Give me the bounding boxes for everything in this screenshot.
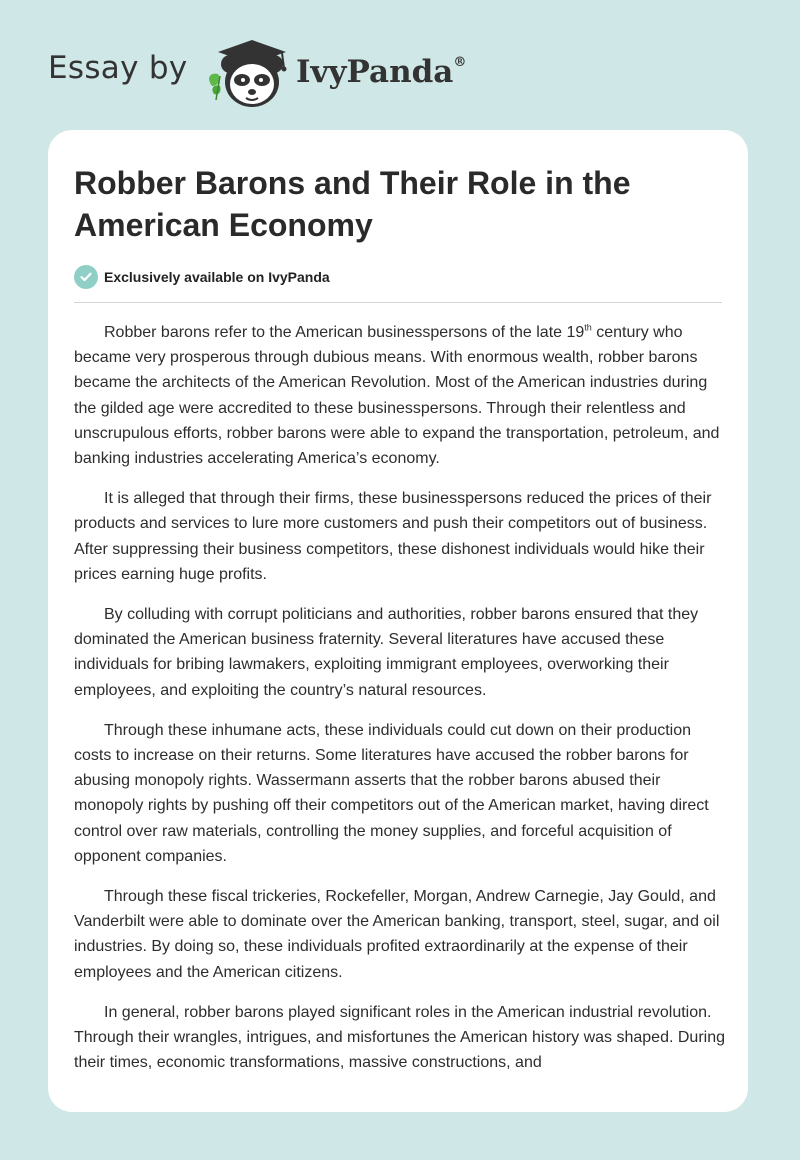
site-header — [48, 34, 568, 114]
essay-by-label: Essay by — [48, 50, 188, 86]
essay-title: Robber Barons and Their Role in the American Economy — [74, 165, 631, 243]
brand-name[interactable]: IvyPanda® — [296, 54, 467, 90]
paragraph-4: Through these inhumane acts, these individuals could cut down on their production costs to increase on their returns. Some literatures have accused the robber barons for abusing monopoly rights. Wassermann asserts that the robber barons abused their monopoly rights by pushing off their competitors out of the American market, having direct control over raw materials, controlling the money supplies, and forceful acquisition of opponent companies. — [74, 721, 709, 865]
paragraph-6: In general, robber barons played significant roles in the American industrial revolution. Through their wrangles, intrigues, and misfortunes the American history was shaped. During their times, economic transformations, massive constructions, and — [74, 1003, 725, 1072]
paragraph-5: Through these fiscal trickeries, Rockefeller, Morgan, Andrew Carnegie, Jay Gould, and Vanderbilt were able to dominate over the American banking, transport, steel, sugar, and oil industries. By doing so, these individuals profited extraordinarily at the expense of their employees and the American citizens. — [74, 888, 720, 981]
paragraph-3: By colluding with corrupt politicians and authorities, robber barons ensured that they dominated the American business fraternity. Several literatures have accused these individuals for bribing lawmakers, exploiting immigrant employees, overworking their employees, and exploiting the country’s natural resources. — [74, 606, 699, 699]
paragraph-2: It is alleged that through their firms, these businesspersons reduced the prices of their products and services to lure more customers and push their competitors out of business. After suppressing their business competitors, these dishonest individuals would hike their prices earning huge profits. — [74, 490, 712, 583]
panda-graduate-icon — [200, 34, 292, 110]
title-divider — [74, 302, 722, 303]
exclusive-badge — [74, 264, 330, 290]
essay-body — [74, 320, 726, 1090]
essay-card — [48, 130, 748, 1112]
exclusive-badge-label: Exclusively available on IvyPanda — [104, 269, 330, 285]
check-circle-icon — [74, 265, 98, 289]
paragraph-1: Robber barons refer to the American businesspersons of the late 19th century who became very prosperous through dubious means. With enormous wealth, robber barons became the architects of the American Revolution. Most of the American industries during the gilded age were accredited to these businesspersons. Through their relentless and unscrupulous efforts, robber barons were able to expand the transportation, petroleum, and banking industries accelerating America’s economy. — [74, 322, 720, 468]
registered-mark: ® — [453, 54, 467, 70]
